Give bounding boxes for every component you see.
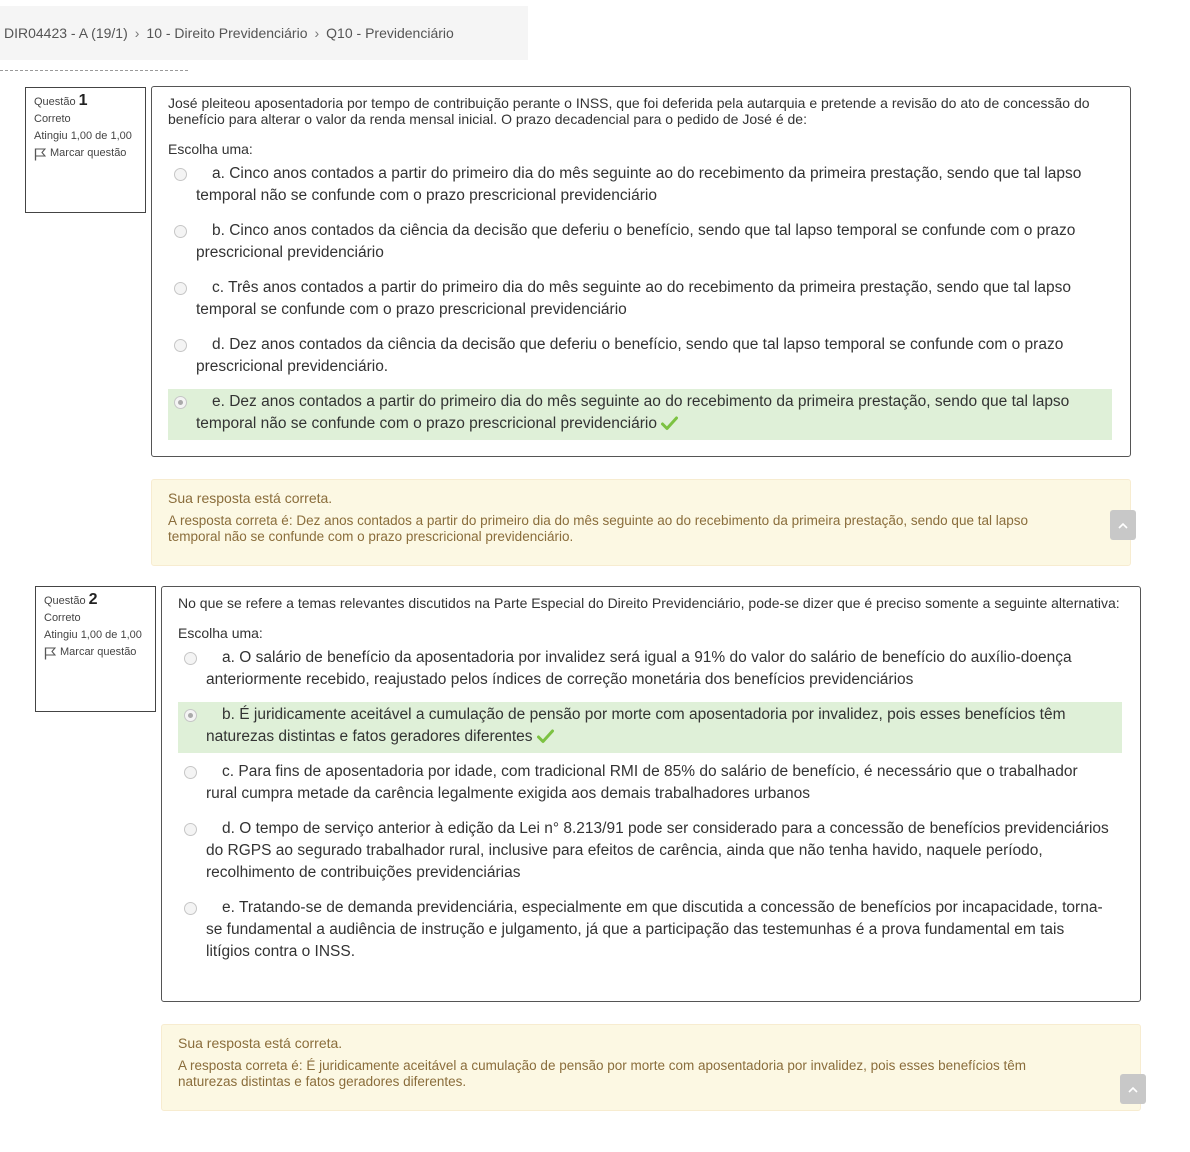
question-2-info xyxy=(35,586,156,712)
question-score: Atingiu 1,00 de 1,00 xyxy=(34,130,132,142)
feedback-right-answer: A resposta correta é: Dez anos contados a partir do primeiro dia do mês seguinte ao do recebimento da primeira prestação, sendo que tal lapso temporal não se confunde com o prazo prescricional previdenciário. xyxy=(168,513,1028,544)
radio-button[interactable] xyxy=(174,339,187,352)
radio-button[interactable] xyxy=(184,652,197,665)
question-status: Correto xyxy=(34,113,71,125)
question-number: 1 xyxy=(78,92,88,109)
question-number: 2 xyxy=(88,591,98,608)
breadcrumb-separator: › xyxy=(314,25,320,41)
question-1-content xyxy=(151,86,1131,457)
question-score: Atingiu 1,00 de 1,00 xyxy=(44,629,142,641)
answer-option-e[interactable] xyxy=(168,389,1112,440)
radio-button[interactable] xyxy=(184,766,197,779)
question-1-info xyxy=(25,87,146,213)
answer-text: a. Cinco anos contados a partir do primeiro dia do mês seguinte ao do recebimento da primeira prestação, sendo que tal lapso temporal não se confunde com o prazo prescricional previdenciário xyxy=(196,165,1082,204)
flag-question-button[interactable] xyxy=(44,646,147,660)
answer-text-wrap xyxy=(180,391,1102,435)
question-label: Questão xyxy=(34,96,76,108)
question-text: No que se refere a temas relevantes discutidos na Parte Especial do Direito Previdenciário, pode-se dizer que é preciso somente a seguinte alternativa: xyxy=(178,595,1120,611)
feedback-right-answer: A resposta correta é: É juridicamente aceitável a cumulação de pensão por morte com aposentadoria por invalidez, pois esses benefícios têm naturezas distintas e fatos geradores diferentes. xyxy=(178,1058,1026,1089)
radio-button[interactable] xyxy=(174,282,187,295)
flag-question-label: Marcar questão xyxy=(60,646,137,658)
breadcrumb-course-link[interactable]: DIR04423 - A (19/1) xyxy=(4,25,128,41)
answer-options xyxy=(168,161,1112,440)
choose-one-label: Escolha uma: xyxy=(178,625,263,641)
chevron-up-icon xyxy=(1128,1086,1138,1093)
answer-text: b. Cinco anos contados da ciência da decisão que deferiu o benefício, sendo que tal lapso temporal se confunde com o prazo prescricional previdenciário xyxy=(196,222,1076,261)
flag-icon xyxy=(34,148,46,161)
answer-text-wrap xyxy=(190,704,1112,748)
answer-option-a[interactable] xyxy=(168,161,1112,212)
answer-option-e[interactable] xyxy=(178,895,1122,968)
answer-text: e. Dez anos contados a partir do primeiro dia do mês seguinte ao do recebimento da primeira prestação, sendo que tal lapso temporal não se confunde com o prazo prescricional previdenciário xyxy=(196,393,1070,432)
feedback-correct-message: Sua resposta está correta. xyxy=(178,1035,343,1051)
correct-check-icon xyxy=(537,729,554,744)
scroll-top-button[interactable] xyxy=(1110,510,1136,540)
scroll-top-button[interactable] xyxy=(1120,1074,1146,1104)
question-2-feedback xyxy=(161,1024,1141,1111)
radio-button[interactable] xyxy=(184,902,197,915)
answer-text: d. O tempo de serviço anterior à edição da Lei n° 8.213/91 pode ser considerado para a concessão de benefícios previdenciários do RGPS ao segurado trabalhador rural, inclusive para efeitos de carência, ainda que não tenha havido, naquele período, recolhimento de contribuições previdenciárias xyxy=(206,820,1109,881)
chevron-up-icon xyxy=(1118,522,1128,529)
flag-question-label: Marcar questão xyxy=(50,147,127,159)
breadcrumb-section-link[interactable]: 10 - Direito Previdenciário xyxy=(146,25,308,41)
answer-option-a[interactable] xyxy=(178,645,1122,696)
answer-text: c. Para fins de aposentadoria por idade, com tradicional RMI de 85% do salário de benefício, é necessário que o trabalhador rural cumpra metade da carência legalmente exigida aos demais trabalhadores urbanos xyxy=(206,763,1078,802)
choose-one-label: Escolha uma: xyxy=(168,141,253,157)
answer-option-b[interactable] xyxy=(168,218,1112,269)
answer-text: d. Dez anos contados da ciência da decisão que deferiu o benefício, sendo que tal lapso temporal se confunde com o prazo prescricional previdenciário. xyxy=(196,336,1064,375)
answer-text: a. O salário de benefício da aposentadoria por invalidez será igual a 91% do valor do salário de benefício do auxílio-doença anteriormente recebido, reajustado pelos índices de correção monetária dos benefícios previdenciários xyxy=(206,649,1072,688)
question-1-heading xyxy=(34,94,137,109)
answer-text: e. Tratando-se de demanda previdenciária, especialmente em que discutida a concessão de benefícios por incapacidade, torna-se fundamental a audiência de instrução e julgamento, já que a participação das testemunhas é a prova fundamental em tais litígios contra o INSS. xyxy=(206,899,1103,960)
question-text: José pleiteou aposentadoria por tempo de contribuição perante o INSS, que foi deferida pela autarquia e pretende a revisão do ato de concessão do benefício para alterar o valor da renda mensal inicial. O prazo decadencial para o pedido de José é de: xyxy=(168,95,1090,127)
flag-icon xyxy=(44,647,56,660)
flag-question-button[interactable] xyxy=(34,147,137,161)
answer-options xyxy=(178,645,1122,968)
answer-option-c[interactable] xyxy=(168,275,1112,326)
answer-option-d[interactable] xyxy=(168,332,1112,383)
question-2-heading xyxy=(44,593,147,608)
radio-button[interactable] xyxy=(184,823,197,836)
question-status: Correto xyxy=(44,612,81,624)
radio-button-selected[interactable] xyxy=(174,396,187,409)
breadcrumb-quiz-link[interactable]: Q10 - Previdenciário xyxy=(326,25,454,41)
breadcrumb xyxy=(0,6,528,60)
question-2-content xyxy=(161,586,1141,1002)
feedback-correct-message: Sua resposta está correta. xyxy=(168,490,333,506)
dashed-divider xyxy=(0,70,188,71)
radio-button[interactable] xyxy=(174,168,187,181)
answer-text: b. É juridicamente aceitável a cumulação de pensão por morte com aposentadoria por invalidez, pois esses benefícios têm naturezas distintas e fatos geradores diferentes xyxy=(206,706,1066,745)
radio-button-selected[interactable] xyxy=(184,709,197,722)
radio-button[interactable] xyxy=(174,225,187,238)
breadcrumb-separator: › xyxy=(134,25,140,41)
answer-text: c. Três anos contados a partir do primeiro dia do mês seguinte ao do recebimento da primeira prestação, sendo que tal lapso temporal se confunde com o prazo prescricional previdenciário xyxy=(196,279,1072,318)
correct-check-icon xyxy=(661,416,678,431)
answer-option-d[interactable] xyxy=(178,816,1122,889)
question-label: Questão xyxy=(44,595,86,607)
answer-option-c[interactable] xyxy=(178,759,1122,810)
question-1-feedback xyxy=(151,479,1131,566)
answer-option-b[interactable] xyxy=(178,702,1122,753)
